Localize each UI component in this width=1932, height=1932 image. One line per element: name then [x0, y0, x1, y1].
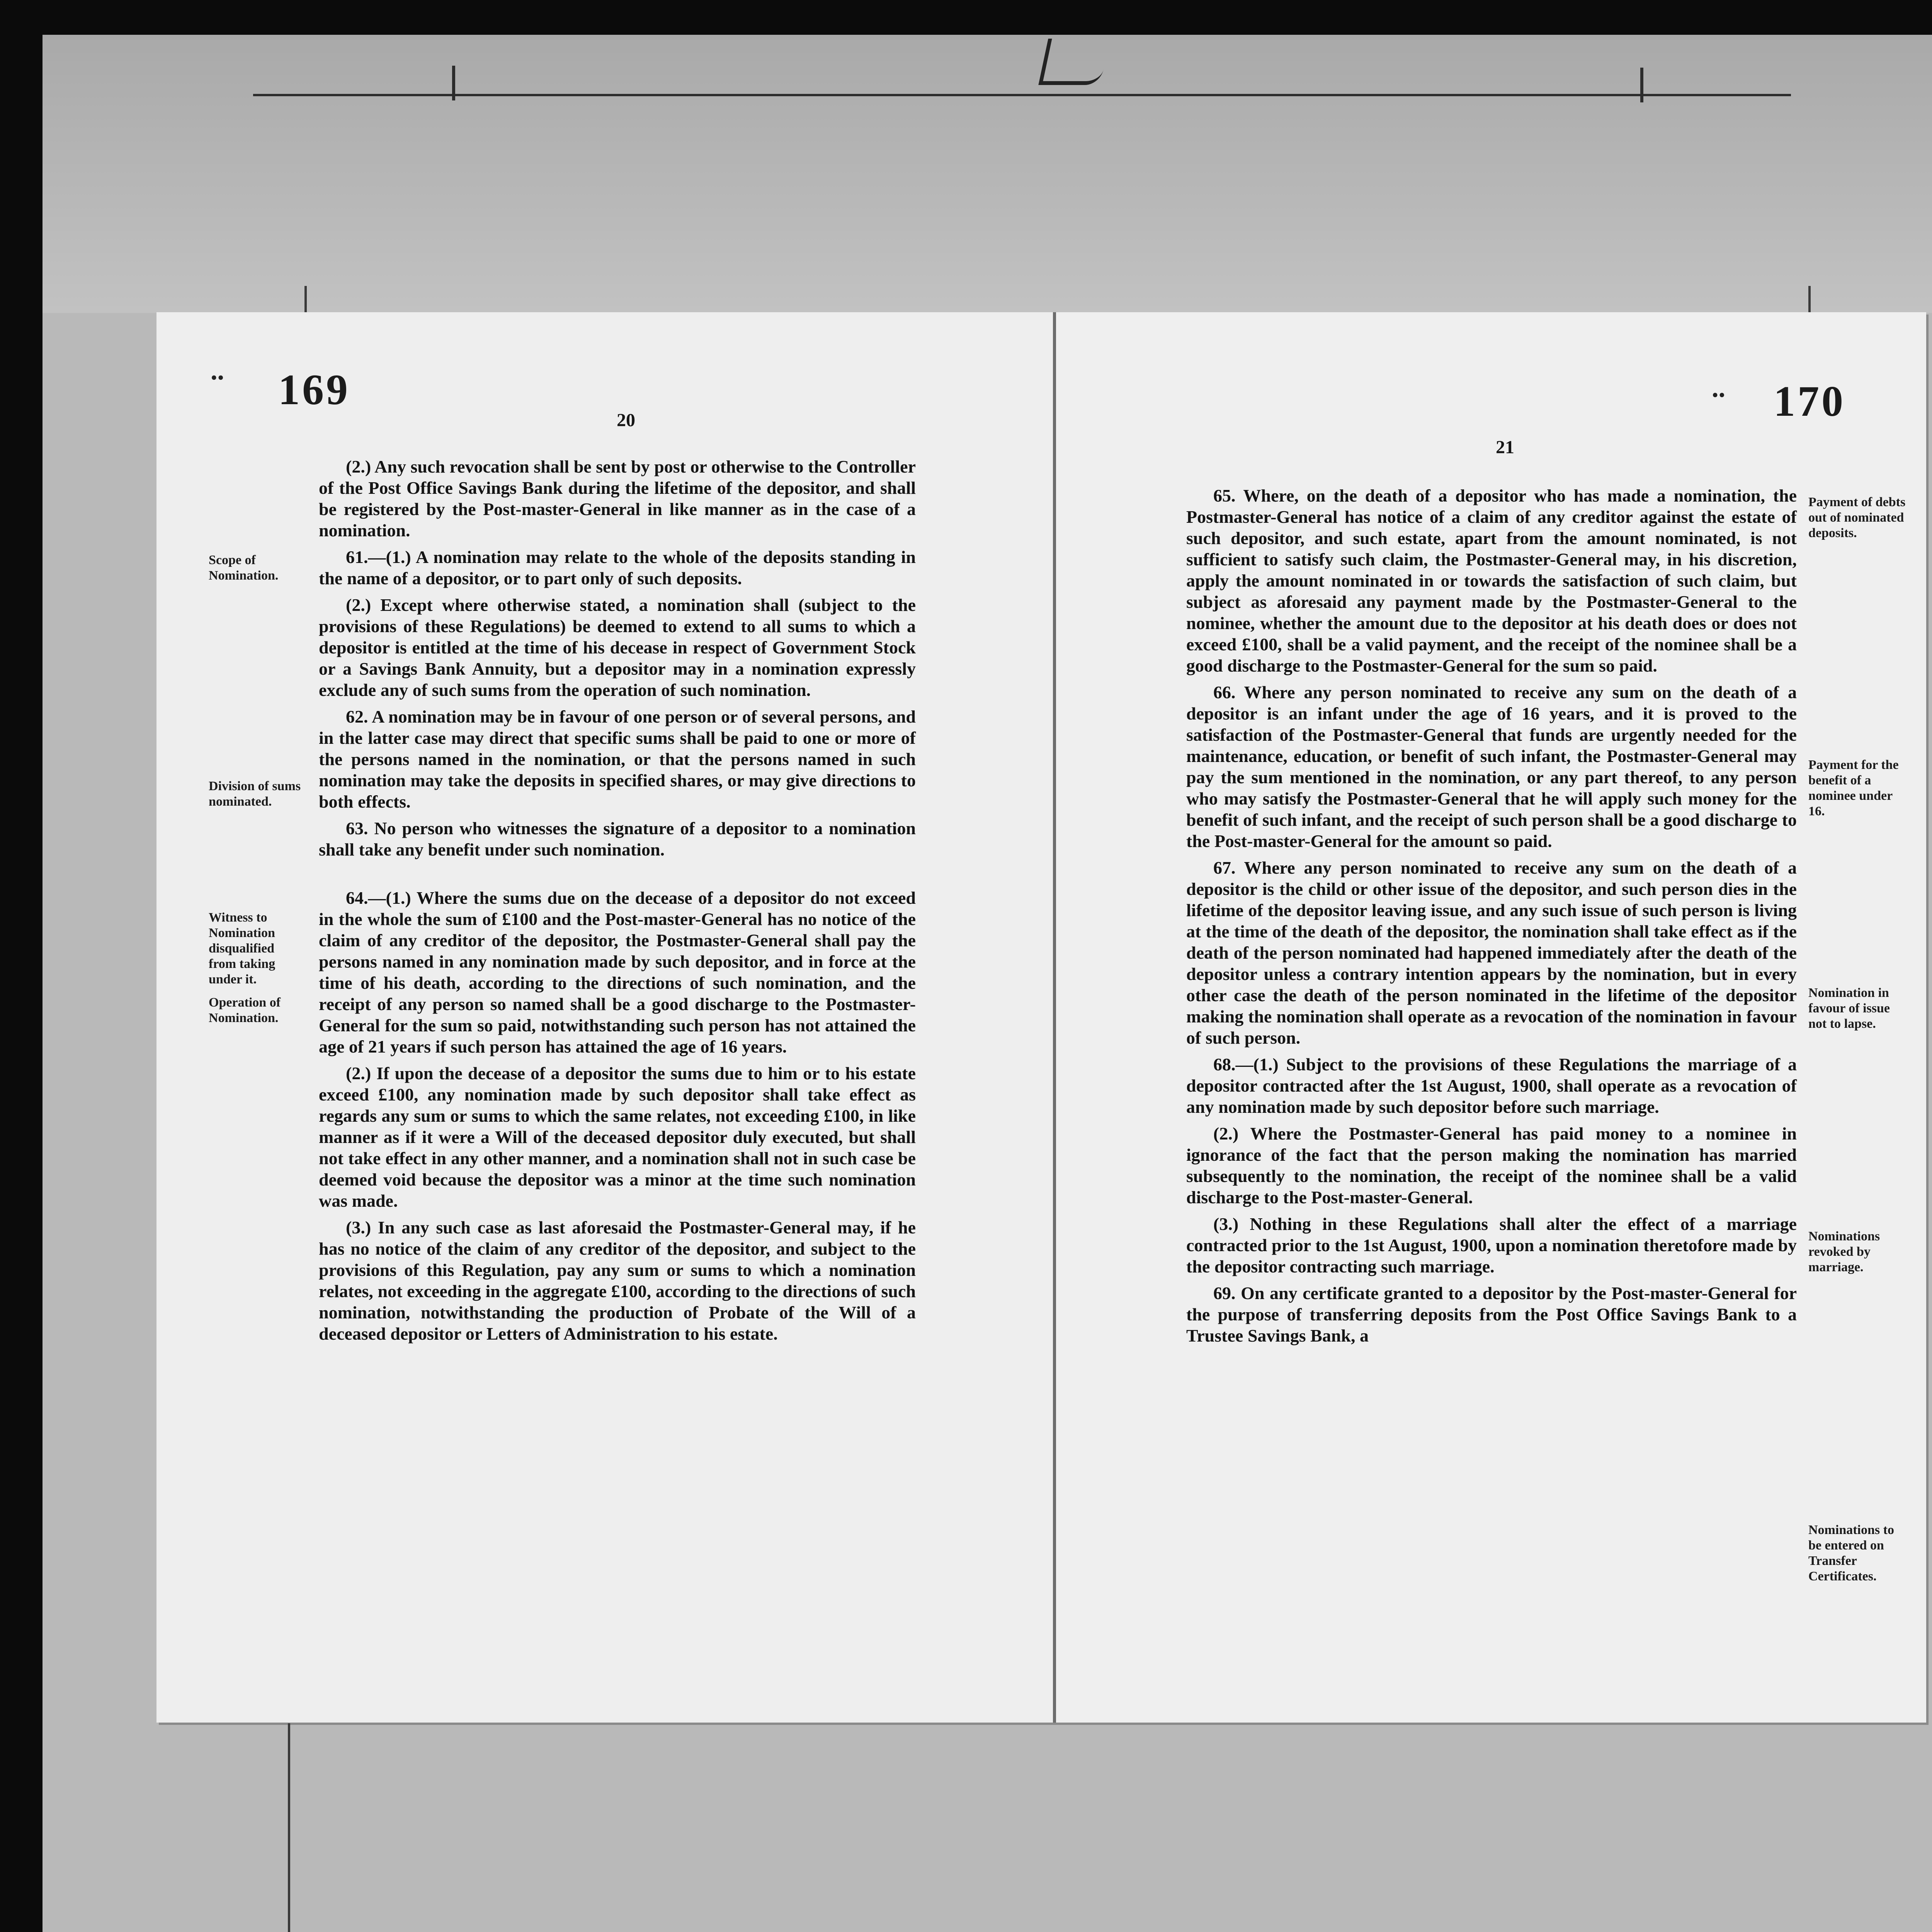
- alignment-tick: [452, 66, 455, 100]
- paragraph: (3.) Nothing in these Regulations shall alter the effect of a marriage contracted prior to the 1st August, 1900, upon a nomination theretofore made by the depositor contracting such marriage.: [1186, 1214, 1797, 1276]
- guide-line: [288, 1723, 290, 1932]
- margin-note: Nominations revoked by marriage.: [1808, 1229, 1880, 1274]
- right-folio: 21: [1496, 437, 1514, 457]
- margin-note: Payment for the benefit of a nominee under 16.: [1808, 758, 1899, 818]
- paragraph: (3.) In any such case as last aforesaid the Postmaster-General may, if he has no notice of the claim of any creditor of the depositor, and subject to the provisions of this Regulation, pay any sum or sums to which a nomination relates, not exceeding in the aggregate £100, according to the directions of such nomination, notwithstanding the production of Probate of the Will of a deceased depositor or Letters of Administration to his estate.: [319, 1218, 916, 1344]
- margin-note: Division of sums nominated.: [209, 779, 301, 809]
- paragraph: 66. Where any person nominated to receive any sum on the death of a depositor is an infant under the age of 16 years, and it is proved to the satisfaction of the Postmaster-General that funds are urgently needed for the maintenance, education, or benefit of such infant, the Postmaster-General may pay the sum mentioned in the nomination, or any part thereof, to any person who may satisfy the Postmaster-General that he will apply such money for the benefit of such infant, and the receipt of such person shall be a good discharge to the Post-master-General for the amount so paid.: [1186, 682, 1797, 851]
- margin-note: Nomination in favour of issue not to lapse.: [1808, 986, 1890, 1031]
- paragraph: 61.—(1.) A nomination may relate to the whole of the deposits standing in the name of a depositor, or to part only of such deposits.: [319, 547, 916, 588]
- left-page-number: 169: [278, 366, 350, 414]
- alignment-rule: [253, 94, 1791, 96]
- margin-note: Witness to Nomination disqualified from taking under it.: [209, 910, 276, 986]
- left-page-dots: ..: [211, 356, 224, 386]
- margin-note: Scope of Nomination.: [209, 553, 279, 583]
- right-page-number: 170: [1774, 378, 1845, 425]
- guide-line: [304, 286, 307, 313]
- margin-note: Nominations to be entered on Transfer Certificates.: [1808, 1523, 1894, 1583]
- paragraph: (2.) Except where otherwise stated, a nomination shall (subject to the provisions of these Regulations) be deemed to extend to all sums to which a depositor is entitled at the time of his decease in respect of Government Stock or a Savings Bank Annuity, but a depositor may in a nomination expressly exclude any of such sums from the operation of such nomination.: [319, 595, 916, 700]
- right-page-text: [1186, 485, 1797, 1352]
- paragraph: 67. Where any person nominated to receive any sum on the death of a depositor is the child or other issue of the depositor, and such person dies in the lifetime of the depositor leaving issue, and any such issue of such person is living at the time of the death of the depositor, the nomination shall take effect as if the death of the person nominated had happened immediately after the death of the depositor unless a contrary intention appears by the nomination, but in every other case the death of the person nominated in the lifetime of the depositor making the nomination shall operate as a revocation of the nomination in favour of such person.: [1186, 858, 1797, 1048]
- paragraph: 69. On any certificate granted to a depositor by the Post-master-General for the purpose of transferring deposits from the Post Office Savings Bank to a Trustee Savings Bank, a: [1186, 1283, 1797, 1345]
- guide-line: [1808, 286, 1811, 313]
- paragraph: 63. No person who witnesses the signature of a depositor to a nomination shall take any benefit under such nomination.: [319, 818, 916, 859]
- page-fold: [1053, 312, 1056, 1723]
- backing-board: [43, 35, 1932, 313]
- margin-note: Payment of debts out of nominated deposits.: [1808, 495, 1906, 540]
- left-page-text: [319, 456, 916, 1350]
- right-page-dots: ..: [1712, 373, 1725, 403]
- paragraph: (2.) Any such revocation shall be sent by post or otherwise to the Controller of the Post Office Savings Bank during the lifetime of the depositor, and shall be registered by the Post-master-General in like manner as in the case of a nomination.: [319, 457, 916, 540]
- paragraph: 68.—(1.) Subject to the provisions of these Regulations the marriage of a depositor contracted after the 1st August, 1900, shall operate as a revocation of any nomination made by such depositor before such marriage.: [1186, 1054, 1797, 1117]
- paragraph: 64.—(1.) Where the sums due on the decease of a depositor do not exceed in the whole the sum of £100 and the Post-master-General has no notice of the claim of any creditor of the depositor, the Postmaster-General shall pay the persons named in any nomination made by such depositor, and in force at the time of his death, according to the directions of such nomination, and the receipt of any person so named shall be a good discharge to the Postmaster-General for the sum so paid, notwithstanding such person has not attained the age of 21 years if such person has attained the age of 16 years.: [319, 888, 916, 1056]
- paragraph: (2.) If upon the decease of a depositor the sums due to him or to his estate exceed £100, any nomination made by such depositor shall take effect as regards any sum or sums to which the same relates, not exceeding £100, in like manner as if it were a Will of the deceased depositor duly executed, but shall not take effect in any other manner, and a nomination shall not in such case be deemed void because the depositor was a minor at the time such nomination was made.: [319, 1063, 916, 1211]
- left-folio: 20: [617, 410, 635, 430]
- paragraph: 62. A nomination may be in favour of one person or of several persons, and in the latter case may direct that specific sums shall be paid to one or more of the persons named in the nomination, or that the persons named in such nomination may take the deposits in specified shares, or may give directions to both effects.: [319, 707, 916, 811]
- paragraph: (2.) Where the Postmaster-General has paid money to a nominee in ignorance of the fact that the person making the nomination has married subsequently to the nomination, the receipt of the nominee shall be a valid discharge to the Post-master-General.: [1186, 1124, 1797, 1207]
- alignment-tick: [1640, 68, 1643, 102]
- paragraph: 65. Where, on the death of a depositor who has made a nomination, the Postmaster-General has notice of a claim of any creditor against the estate of such depositor, and such estate, apart from the amount nominated, is not sufficient to satisfy such claim, the Postmaster-General may, in his discretion, apply the amount nominated in or towards the satisfaction of such claim, but subject as aforesaid any payment made by the Postmaster-General to the nominee, whether the amount due to the depositor at his death does or does not exceed £100, shall be a valid payment, and the receipt of the nominee shall be a good discharge to the Postmaster-General for the sum so paid.: [1186, 486, 1797, 675]
- margin-note: Operation of Nomination.: [209, 995, 281, 1025]
